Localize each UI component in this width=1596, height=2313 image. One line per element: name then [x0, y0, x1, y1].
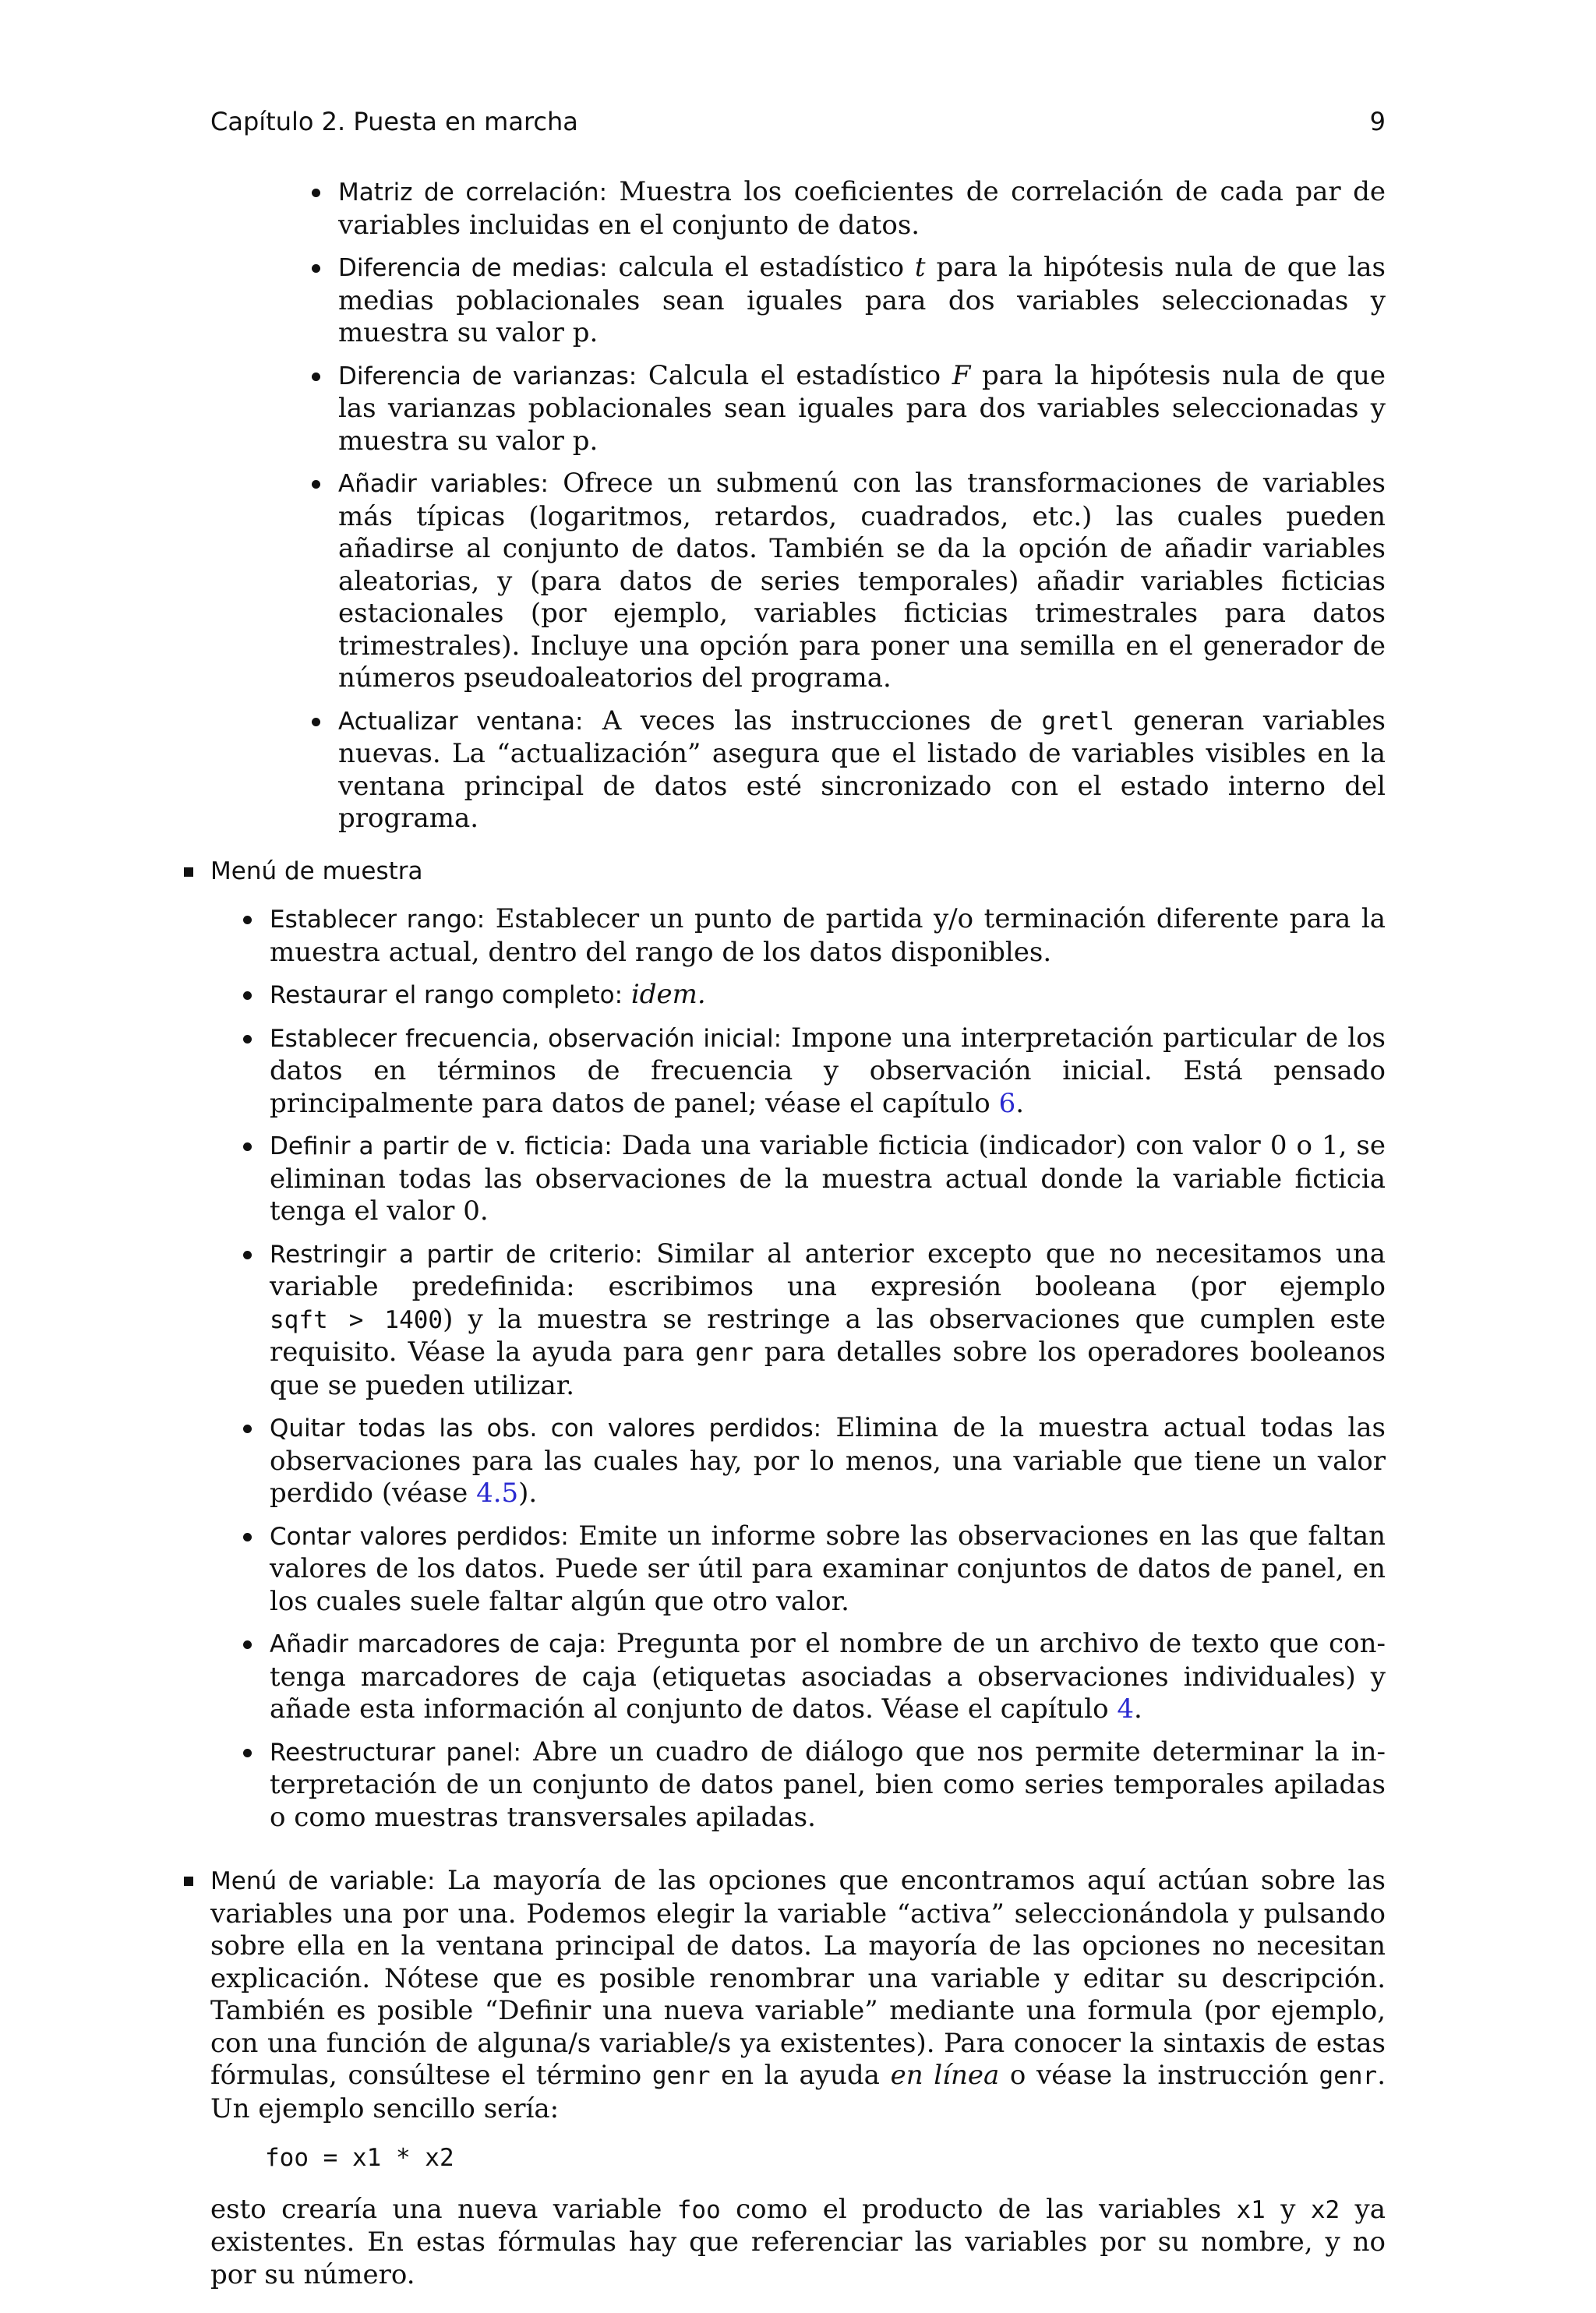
menu-item-label: Establecer rango:	[270, 906, 486, 934]
list-item: Contar valores perdidos: Emite un informe sobre las observaciones en las que faltan valores de los datos. Puede ser útil para examinar conjuntos de datos de panel, en los cuales suele faltar algún que otro valor.	[142, 1520, 1386, 1619]
menu-item-label: Establecer frecuencia, observación inicial:	[270, 1024, 782, 1053]
list-item: Establecer rango: Establecer un punto de partida y/o terminación diferente para la muestra actual, dentro del rango de los datos disponibles.	[142, 903, 1386, 969]
list-item: Añadir marcadores de caja: Pregunta por el nombre de un archivo de texto que contenga marcadores de caja (etiquetas asociadas a observaciones individuales) y añade esta información al conjunto de datos. Véase el capítulo 4.	[142, 1628, 1386, 1726]
bullet-icon	[312, 373, 320, 381]
running-header	[210, 100, 1386, 143]
chapter-title: Capítulo 2. Puesta en marcha	[210, 107, 578, 136]
section-link[interactable]: 4.5	[476, 1478, 519, 1509]
menu-item-label: Añadir variables:	[338, 470, 549, 498]
list-item: Añadir variables: Ofrece un submenú con las transformaciones de variables más típicas (logaritmos, retardos, cuadrados, etc.) las cuales pueden añadirse al conjunto de datos. También se da la opción de añadir variables aleatorias, y (para datos de series temporales) añadir variables ficticias estacionales (por ejemplo, variables ficticias trimestrales para datos trimestrales). Incluye una opción para poner una semilla en el generador de números pseudoaleatorios del programa.	[210, 468, 1386, 695]
square-bullet-icon	[184, 1877, 193, 1886]
list-item: Establecer frecuencia, observación inicial: Impone una interpretación particular de los datos en términos de frecuencia y observación inicial. Está pensado principalmente para datos de panel; véase el capítulo 6.	[142, 1022, 1386, 1121]
bullet-icon	[312, 718, 320, 726]
square-bullet-icon	[184, 867, 193, 877]
menu-item-label: Diferencia de medias:	[338, 254, 608, 282]
datos-menu-items	[210, 176, 1386, 835]
code-command: genr	[651, 2062, 711, 2090]
muestra-menu-items	[142, 903, 1386, 1834]
code-command: genr	[695, 1339, 754, 1367]
menu-item-label: Definir a partir de v. ficticia:	[270, 1132, 613, 1160]
bullet-icon	[243, 1425, 252, 1433]
menu-item-label: Restringir a partir de criterio:	[270, 1240, 643, 1269]
code-variable: x1	[1236, 2195, 1266, 2224]
list-item: Diferencia de varianzas: Calcula el estadístico F para la hipótesis nula de que las varianzas poblacionales sean iguales para dos variables seleccionadas y muestra su valor p.	[210, 360, 1386, 458]
chapter-link[interactable]: 6	[998, 1087, 1016, 1119]
bullet-icon	[243, 991, 252, 1000]
code-variable: foo	[676, 2195, 721, 2224]
menu-item-label: Matriz de correlación:	[338, 178, 608, 207]
list-item-menu-variable	[142, 1865, 1386, 2291]
list-item: Matriz de correlación: Muestra los coeficientes de correlación de cada par de variables incluidas en el conjunto de datos.	[210, 176, 1386, 242]
program-name: gretl	[1041, 707, 1114, 736]
page-number: 9	[1369, 107, 1386, 136]
list-item: Definir a partir de v. ficticia: Dada una variable ficticia (indicador) con valor 0 o 1, se eliminan todas las observaciones de la muestra actual donde la variable ficticia tenga el valor 0.	[142, 1130, 1386, 1228]
list-item: Reestructurar panel: Abre un cuadro de diálogo que nos permite determinar la interpretación de un conjunto de datos panel, bien como series temporales apiladas o como muestras transversales apiladas.	[142, 1736, 1386, 1835]
list-item: Restringir a partir de criterio: Similar al anterior excepto que no necesitamos una variable predefinida: escribimos una expresión booleana (por ejemplo sqft > 1400) y la muestra se restringe a las observaciones que cumplen este requisito. Véase la ayuda para genr para detalles sobre los operadores booleanos que se pueden utilizar.	[142, 1238, 1386, 1403]
variable-menu-after-paragraph: esto crearía una nueva variable foo como el producto de las variables x1 y x2 ya existentes. En estas fórmulas hay que referenciar las variables por su nombre, y no por su número.	[210, 2193, 1386, 2290]
code-expression: sqft > 1400	[270, 1305, 443, 1334]
menu-item-label: Quitar todas las obs. con valores perdidos:	[270, 1414, 822, 1443]
bullet-icon	[312, 189, 320, 197]
menu-item-label: Añadir marcadores de caja:	[270, 1630, 607, 1658]
list-item: Quitar todas las obs. con valores perdidos: Elimina de la muestra actual todas las observaciones para las cuales hay, por lo menos, una variable que tiene un valor perdido (véase 4.5).	[142, 1412, 1386, 1510]
bullet-icon	[312, 264, 320, 273]
list-item: Restaurar el rango completo: idem.	[142, 979, 1386, 1012]
code-variable: x2	[1310, 2195, 1340, 2224]
menu-title: Menú de muestra	[210, 856, 423, 885]
code-command: genr	[1319, 2062, 1378, 2090]
math-symbol: F	[952, 359, 971, 391]
list-item: Diferencia de medias: calcula el estadístico t para la hipótesis nula de que las medias poblacionales sean iguales para dos variables seleccionadas y muestra su valor p.	[210, 252, 1386, 350]
bullet-icon	[243, 1035, 252, 1043]
top-level-menu-list	[142, 856, 1386, 2292]
bullet-icon	[243, 1533, 252, 1541]
chapter-link[interactable]: 4	[1117, 1693, 1134, 1725]
list-item: Actualizar ventana: A veces las instrucciones de gretl generan variables nuevas. La “actualización” asegura que el listado de variables visibles en la ventana principal de datos esté sincronizado con el estado interno del programa.	[210, 705, 1386, 835]
bullet-icon	[243, 1640, 252, 1649]
menu-item-label: Diferencia de varianzas:	[338, 362, 637, 390]
menu-title: Menú de variable:	[210, 1867, 436, 1895]
math-symbol: t	[914, 252, 926, 283]
menu-item-label: Reestructurar panel:	[270, 1738, 521, 1767]
menu-item-label: Restaurar el rango completo:	[270, 981, 623, 1009]
bullet-icon	[243, 1749, 252, 1757]
code-example: foo = x1 * x2	[265, 2144, 454, 2172]
menu-item-label: Actualizar ventana:	[338, 707, 584, 736]
page-body	[210, 176, 1386, 2313]
variable-menu-paragraph: Menú de variable: La mayoría de las opciones que encontramos aquí actúan sobre las variables una por una. Podemos elegir la variable “activa” seleccionándola y pulsando sobre ella en la ventana principal de datos. La mayoría de las opciones no necesitan explicación. Nótese que es posible renombrar una variable y editar su descripción. También es posible “Definir una nueva variable” mediante una formula (por ejemplo, con una función de alguna/s variable/s ya existentes). Para conocer la sintaxis de estas fórmulas, consúltese el término genr en la ayuda en línea o véase la instrucción genr. Un ejemplo sencillo sería:	[210, 1865, 1386, 2124]
menu-item-label: Contar valores perdidos:	[270, 1522, 569, 1551]
bullet-icon	[312, 480, 320, 489]
list-item-menu-muestra	[142, 856, 1386, 1835]
bullet-icon	[243, 1251, 252, 1259]
bullet-icon	[243, 1142, 252, 1151]
bullet-icon	[243, 916, 252, 924]
